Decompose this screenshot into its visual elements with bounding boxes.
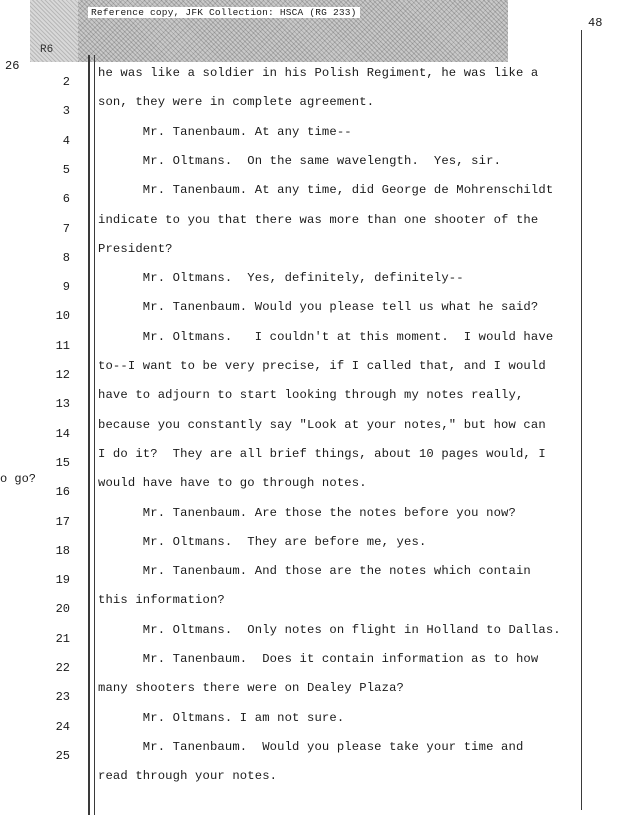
transcript-line: Mr. Oltmans. Yes, definitely, definitely-- <box>98 271 464 286</box>
line-number: 15 <box>55 455 70 470</box>
transcript-line: Mr. Tanenbaum. Are those the notes before you now? <box>98 505 516 520</box>
left-margin-rule-inner <box>94 55 95 815</box>
line-number: 18 <box>55 543 70 558</box>
transcript-line: he was like a soldier in his Polish Regiment, he was like a <box>98 66 539 80</box>
transcript-line: Mr. Tanenbaum. At any time, did George de Mohrenschildt <box>98 183 554 198</box>
line-number: 16 <box>55 485 70 500</box>
corner-mark: R6 <box>40 44 54 56</box>
line-number: 7 <box>62 221 70 236</box>
line-number: 4 <box>62 133 70 148</box>
line-number: 10 <box>55 309 70 324</box>
line-number: 13 <box>55 397 70 412</box>
transcript-line: Mr. Oltmans. I couldn't at this moment. I would have <box>98 329 554 344</box>
transcript-line: Mr. Tanenbaum. Would you please tell us what he said? <box>98 300 539 315</box>
line-number: 24 <box>55 719 70 734</box>
line-number: 5 <box>62 162 70 177</box>
reference-header: Reference copy, JFK Collection: HSCA (RG 233) <box>88 7 360 18</box>
line-number: 25 <box>55 748 70 763</box>
transcript-line: because you constantly say "Look at your notes," but how can <box>98 417 546 432</box>
line-number: 2 <box>62 75 70 89</box>
transcript-line: Mr. Oltmans. Only notes on flight in Holland to Dallas. <box>98 622 561 637</box>
page-number: 48 <box>588 16 603 30</box>
transcript-line: would have have to go through notes. <box>98 476 367 491</box>
line-number: 14 <box>55 426 70 441</box>
line-number: 12 <box>55 368 70 382</box>
line-number: 8 <box>62 250 70 265</box>
line-number: 9 <box>62 280 70 295</box>
line-number: 22 <box>55 661 70 675</box>
line-number: 17 <box>55 514 70 529</box>
transcript-line: have to adjourn to start looking through my notes really, <box>98 388 524 403</box>
transcript-line: President? <box>98 241 173 256</box>
transcript-line: Mr. Tanenbaum. And those are the notes which contain <box>98 564 531 579</box>
margin-note: o go? <box>0 472 37 486</box>
line-number: 6 <box>62 192 70 207</box>
transcript-line: indicate to you that there was more than one shooter of the <box>98 212 539 227</box>
transcript-line: Mr. Tanenbaum. Would you please take your time and <box>98 739 524 754</box>
line-number: 23 <box>55 690 70 705</box>
left-margin-rule <box>88 55 90 815</box>
line-number: 21 <box>55 631 70 646</box>
margin-number: 26 <box>5 59 20 73</box>
line-number: 11 <box>55 338 70 353</box>
transcript-line: I do it? They are all brief things, about 10 pages would, I <box>98 446 546 461</box>
transcript-line: read through your notes. <box>98 769 278 784</box>
transcript-line: Mr. Oltmans. I am not sure. <box>98 710 345 725</box>
transcript-line: to--I want to be very precise, if I called that, and I would <box>98 359 546 373</box>
transcript-line: many shooters there were on Dealey Plaza? <box>98 681 405 696</box>
transcript-line: Mr. Tanenbaum. At any time-- <box>98 124 352 139</box>
transcript-line: Mr. Tanenbaum. Does it contain information as to how <box>98 652 539 666</box>
line-number: 20 <box>55 602 70 617</box>
line-number: 19 <box>55 573 70 588</box>
line-number: 3 <box>62 104 70 119</box>
transcript-line: son, they were in complete agreement. <box>98 95 375 110</box>
transcript-line: Mr. Oltmans. On the same wavelength. Yes, sir. <box>98 153 502 168</box>
right-margin-rule <box>581 30 582 810</box>
photocopy-noise-left <box>30 0 80 62</box>
transcript-line: this information? <box>98 593 225 608</box>
transcript-line: Mr. Oltmans. They are before me, yes. <box>98 534 427 549</box>
